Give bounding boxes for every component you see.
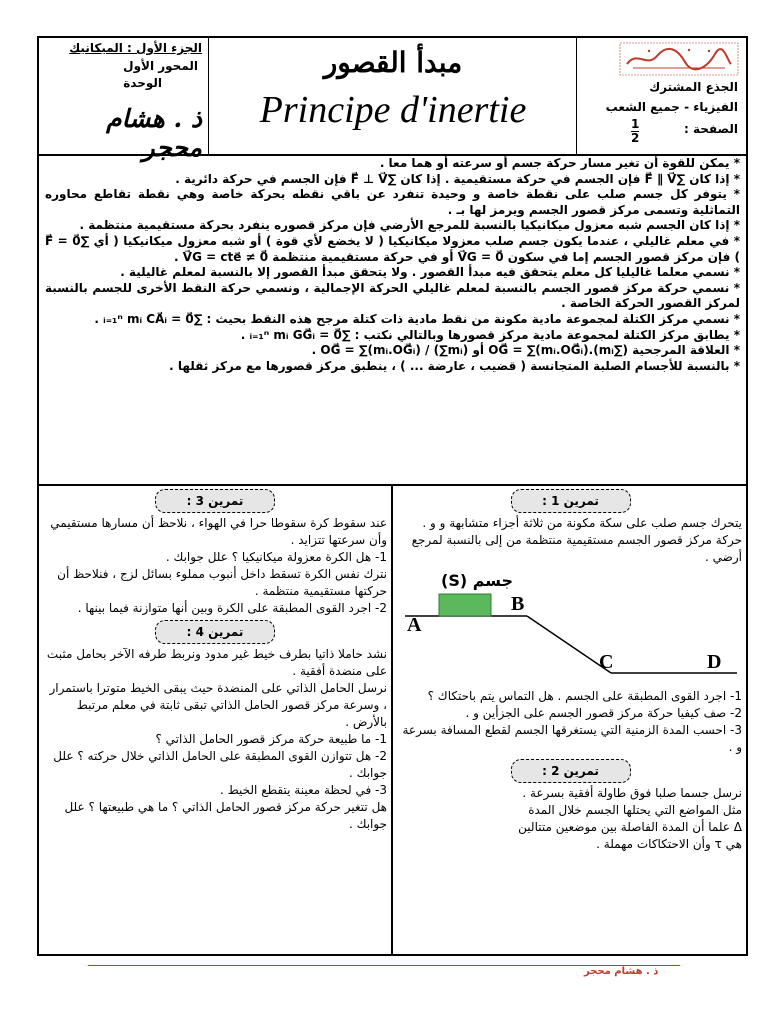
lesson-line: * نسمي معلما غاليليا كل معلم يتحقق فيه مبدأ القصور . ولا يتحقق مبدأ القصور إلا بالنسبة لمعلم غاليلية . (120, 265, 740, 280)
point-a: A (407, 614, 422, 636)
header (39, 38, 746, 162)
ex1-line: 2- صف كيفيا حركة مركز قصور الجسم على الجزأين و . (465, 706, 742, 720)
page-fraction (631, 118, 639, 145)
lesson-line: * إذا كان الجسم شبه معزول ميكانيكيا بالنسبة للمرجع الأرضي فإن مركز قصوره ينفرد بحركة مستقيمية منتظمة . (79, 218, 740, 233)
ex1-line: 3- احسب المدة الزمنية التي يستغرقها الجسم لقطع المسافة بسرعة و . (402, 723, 742, 754)
track-diagram (399, 568, 742, 688)
ex4-line: 2- هل تتوازن القوى المطبقة على الحامل الذاتي خلال حركته ؟ علل جوابك . (53, 749, 387, 780)
ex4-line: 3- في لحظة معينة يتقطع الخيط . (220, 783, 387, 797)
ex2-line: مثل المواضع التي يحتلها الجسم خلال المدة (528, 803, 742, 817)
ex3-line: عند سقوط كرة سقوطا حرا في الهواء ، نلاحظ أن مسارها مستقيمي وأن سرعتها تتزايد . (50, 516, 387, 547)
ex1-line: 1- اجرد القوى المطبقة على الجسم . هل التماس يتم باحتكاك ؟ (427, 689, 742, 703)
point-b: B (511, 593, 525, 615)
unit-label: الوحدة (123, 76, 162, 90)
header-title (209, 38, 577, 154)
exercise-1-title: تمرين 1 : (511, 489, 631, 513)
ex4-line: هل تتغير حركة مركز قصور الحامل الذاتي ؟ ما هي طبيعتها ؟ علل جوابك . (64, 800, 387, 831)
lesson-line: * نسمي مركز الكتلة لمجموعة مادية مكونة من نقط مادية ذات كتلة مرجح هذه النقط بحيث : ∑ᵢ₌₁ⁿ mᵢ CA⃗ᵢ = 0⃗ . (94, 311, 740, 326)
ex2-line: هي τ وأن الاحتكاكات مهملة . (596, 837, 742, 851)
ex3-line: 2- اجرد القوى المطبقة على الكرة وبين أنها متوازنة فيما بينها . (77, 601, 387, 615)
title-french: Principe d'inertie (259, 89, 527, 131)
block-label: (S) جسم (441, 571, 514, 590)
lesson-line: * بالنسبة للأجسام الصلبة المتجانسة ( قضيب ، عارضة ... ) ، ينطبق مركز قصورها مع مركز ثقلها . (169, 358, 740, 373)
footer-author: ذ . هشام محجر (584, 966, 659, 977)
ex3-line: نترك نفس الكرة تسقط داخل أنبوب مملوء بسائل لزج ، فنلاحظ أن حركتها مستقيمية منتظمة . (57, 567, 387, 598)
ex2-line: نرسل جسما صلبا فوق طاولة أفقية بسرعة . (522, 786, 742, 800)
exercises-left-column (43, 486, 387, 956)
column-divider (391, 486, 393, 956)
exercises-right-column (399, 486, 742, 956)
ex1-line: حركة مركز قصور الجسم مستقيمية منتظمة من إلى بالنسبة لمرجع أرضي . (411, 533, 742, 564)
lesson-line: * يطابق مركز الكتلة لمجموعة مادية مركز قصورها وبالتالي نكتب : ∑ᵢ₌₁ⁿ mᵢ GG⃗ᵢ = 0⃗ . (240, 327, 740, 342)
point-d: D (707, 651, 722, 673)
teacher-name: ذ . هشام محجر (106, 104, 202, 162)
ex1-line: يتحرك جسم صلب على سكة مكونة من ثلاثة أجزاء متشابهة و و . (422, 516, 742, 530)
subject-label: الفيزياء - جميع الشعب (605, 100, 738, 114)
point-c: C (599, 651, 614, 673)
lesson-line: * يتوفر كل جسم صلب على نقطة خاصة و وحيدة تنفرد عن باقي نقطه بحركة خاصة وهي نقطة تقاطع محاوره التماثلية وتسمى مركز قصور الجسم ويرمز لها بـ . (45, 187, 740, 217)
header-left (39, 38, 209, 162)
exercise-2-title: تمرين 2 : (511, 759, 631, 783)
lesson-summary (45, 156, 740, 486)
part-label: الجزء الأول : الميكانيك (69, 41, 202, 55)
page-number: 1 (631, 117, 640, 131)
exercise-3-title: تمرين 3 : (155, 489, 275, 513)
lesson-line: * في معلم غاليلي ، عندما يكون جسم صلب معزولا ميكانيكيا ( لا يخضع لأي قوة ) أو شبه معزول ميكانيكيا ( أي ∑F⃗ = 0⃗ ) فإن مركز قصور الجسم إما في سكون V⃗G = 0⃗ أو في حركة مستقيمية منتظمة V⃗G = cte⃗ ≠ 0⃗ . (45, 233, 740, 264)
solid-block (439, 594, 491, 616)
header-right (577, 38, 746, 154)
exercise-4-title: تمرين 4 : (155, 620, 275, 644)
basmala-calligraphy-image (619, 42, 739, 76)
page-total: 2 (631, 131, 640, 145)
title-arabic: مبدأ القصور (323, 46, 463, 79)
track-svg (399, 568, 742, 688)
trunk-label: الجذع المشترك (649, 80, 738, 94)
axis-label: المحور الأول (123, 59, 198, 73)
lesson-line: * إذا كان ∑F⃗ ∥ V⃗ فإن الجسم في حركة مستقيمية . إذا كان ∑F⃗ ⊥ V⃗ فإن الجسم في حركة دائرية . (175, 171, 740, 186)
ex3-line: 1- هل الكرة معزولة ميكانيكيا ؟ علل جوابك . (165, 550, 387, 564)
ex4-line: نشد حاملا ذاتيا بطرف خيط غير مدود ونربط طرفه الآخر بحامل مثبت على منضدة أفقية . (46, 647, 387, 678)
ex2-line: Δ علما أن المدة الفاصلة بين موضعين متتالين (518, 820, 742, 834)
ex4-line: 1- ما طبيعة حركة مركز قصور الحامل الذاتي ؟ (155, 732, 387, 746)
worksheet (37, 36, 748, 956)
lesson-line: * نسمي حركة مركز قصور الجسم بالنسبة لمعلم غاليلي الحركة الإجمالية ، ونسمي حركة النقط الأخرى للجسم بالنسبة لمركز القصور الحركة الخاصة . (45, 280, 740, 311)
lesson-line: * يمكن للقوة أن تغير مسار حركة جسم أو سرعته أو هما معا . (379, 156, 740, 170)
page-label: الصفحة : (684, 122, 738, 136)
lesson-line: * العلاقة المرجحية (∑mᵢ).OG⃗ = ∑(mᵢ.OG⃗ᵢ) أو OG⃗ = ∑(mᵢ.OG⃗ᵢ) / (∑mᵢ) . (311, 343, 740, 358)
ex4-line: نرسل الحامل الذاتي على المنضدة حيث يبقى الخيط متوترا باستمرار ، وسرعة مركز قصور الحامل الذاتي تبقى ثابتة في معلم مرتبط بالأرض . (49, 681, 387, 729)
